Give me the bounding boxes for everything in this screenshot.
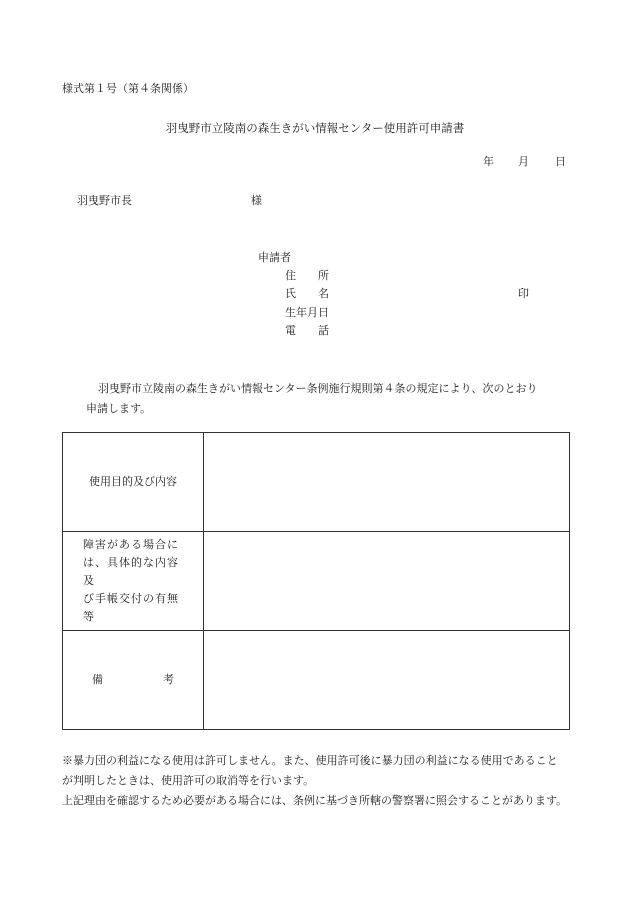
- seal-mark: 印: [518, 287, 529, 300]
- date-year: 年: [483, 155, 494, 168]
- application-table: [62, 432, 570, 730]
- remarks-label-part-2: 考: [163, 673, 174, 686]
- form-number: 様式第１号（第４条関係）: [62, 82, 194, 95]
- date-day: 日: [555, 155, 566, 168]
- note-line-1: ※暴力団の利益になる使用は許可しません。また、使用許可後に暴力団の利益になる使用であること: [62, 754, 558, 767]
- remarks-label-part-1: 備: [92, 673, 103, 686]
- applicant-phone-label: 電 話: [285, 324, 329, 337]
- statement-line-2: 申請します。: [86, 402, 152, 415]
- document-title: 羽曳野市立陵南の森生きがい情報センター使用許可申請書: [165, 121, 465, 135]
- note-line-3: 上記理由を確認するため必要がある場合には、条例に基づき所轄の警察署に照会することがあります。: [62, 794, 568, 807]
- notes: [62, 751, 582, 811]
- applicant-name-label: 氏 名: [285, 287, 329, 300]
- table-row: [63, 631, 570, 730]
- disability-label-line-3: び手帳交付の有無等: [83, 592, 179, 623]
- disability-label-line-1: 障害がある場合に: [83, 538, 179, 551]
- purpose-label: 使用目的及び内容: [63, 433, 204, 532]
- application-statement: [86, 379, 576, 419]
- remarks-label: [63, 631, 204, 730]
- date-month: 月: [518, 155, 529, 168]
- purpose-field[interactable]: [204, 433, 570, 532]
- applicant-birthdate-label: 生年月日: [285, 306, 329, 319]
- note-line-2: が判明したときは、使用許可の取消等を行います。: [62, 774, 315, 787]
- table-row: [63, 532, 570, 631]
- disability-label: [63, 532, 204, 631]
- disability-label-line-2: は、具体的な内容及: [83, 556, 179, 587]
- addressee-honorific: 様: [251, 194, 262, 207]
- statement-line-1: 羽曳野市立陵南の森生きがい情報センター条例施行規則第４条の規定により、次のとおり: [98, 382, 538, 395]
- addressee-name: 羽曳野市長: [77, 194, 132, 207]
- table-row: [63, 433, 570, 532]
- applicant-heading: 申請者: [258, 251, 291, 264]
- disability-field[interactable]: [204, 532, 570, 631]
- remarks-field[interactable]: [204, 631, 570, 730]
- applicant-address-label: 住 所: [285, 269, 329, 282]
